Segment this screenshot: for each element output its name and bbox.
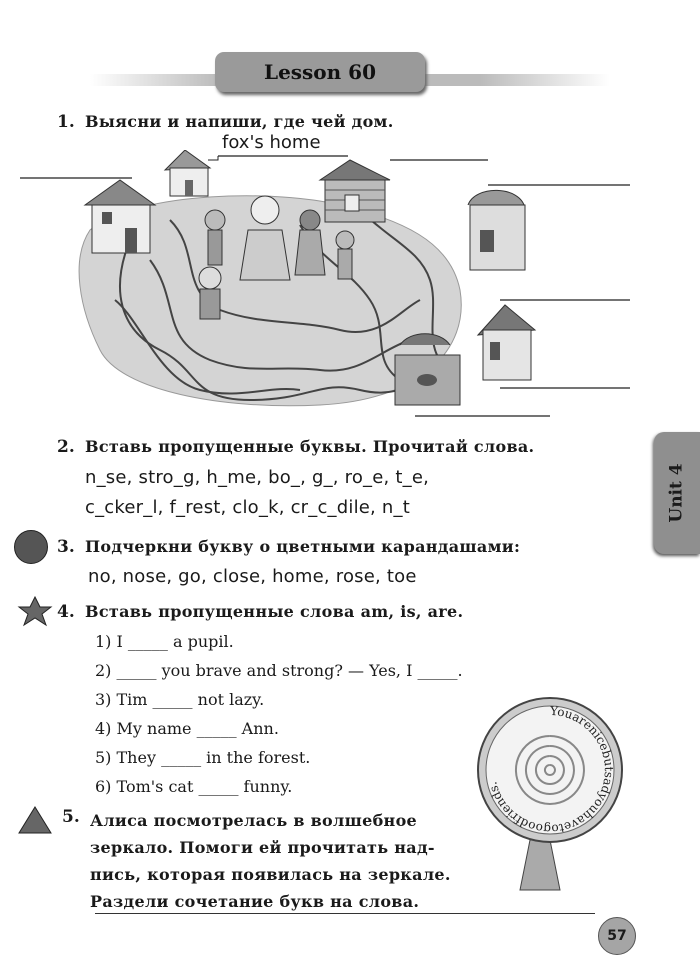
- task2-words-line1: n_se, stro_g, h_me, bo_, g_, ro_e, t_e,: [85, 467, 430, 488]
- task5-line-2: зеркало. Помоги ей прочитать над-: [90, 838, 435, 857]
- task4-item-3: 3) Tim _____ not lazy.: [95, 690, 265, 709]
- task5-line-1: Алиса посмотрелась в волшебное: [90, 811, 418, 830]
- task3-letter: о: [259, 537, 271, 556]
- magic-mirror: [470, 690, 630, 900]
- unit-label: Unit 4: [667, 463, 687, 523]
- task1-number: 1.: [57, 112, 75, 132]
- task2-words-line2: c_cker_l, f_rest, clo_k, cr_c_dile, n_t: [85, 497, 410, 518]
- task4-item-6: 6) Tom's cat _____ funny.: [95, 777, 293, 796]
- task4-number: 4.: [57, 602, 75, 622]
- task3-number: 3.: [57, 537, 75, 557]
- house-small-right: [478, 305, 535, 380]
- house-round-roof: [468, 190, 525, 270]
- task4-text: Вставь пропущенные слова: [85, 602, 361, 621]
- task3-words: no, nose, go, close, home, rose, toe: [88, 566, 417, 587]
- task4-item-4: 4) My name _____ Ann.: [95, 719, 279, 738]
- triangle-task-icon: [17, 805, 53, 835]
- house-left: [85, 180, 155, 253]
- task4-instruction: [85, 602, 463, 621]
- task5-line-3: пись, которая появилась на зеркале.: [90, 865, 451, 884]
- house-top-center: [165, 150, 210, 196]
- task3-text-after: цветными карандашами:: [270, 537, 521, 556]
- mirror-text: Youarenicebutsadyouhavetogoodfriends.: [485, 703, 616, 837]
- unit-tab: [654, 432, 700, 554]
- task4-item-1: 1) I _____ a pupil.: [95, 632, 234, 651]
- star-task-icon: [15, 595, 55, 629]
- task5-number: 5.: [62, 807, 80, 827]
- task3-text-before: Подчеркни букву: [85, 537, 260, 556]
- task2-instruction: Вставь пропущенные буквы. Прочитай слова.: [85, 437, 535, 456]
- task4-item-2: 2) _____ you brave and strong? — Yes, I _____.: [95, 661, 463, 680]
- page-number: 57: [598, 917, 636, 955]
- task4-item-5: 5) They _____ in the forest.: [95, 748, 311, 767]
- pencil-task-icon: [14, 530, 48, 564]
- task5-instruction: [90, 807, 451, 915]
- houses-maze-illustration: [20, 150, 660, 430]
- task1-example-answer: fox's home: [222, 132, 321, 153]
- task2-number: 2.: [57, 437, 75, 457]
- answer-line-task5[interactable]: [95, 913, 595, 914]
- task3-instruction: [85, 537, 520, 556]
- task5-line-4: Раздели сочетание букв на слова.: [90, 892, 420, 911]
- task4-words-bold: am, is, are.: [360, 602, 464, 621]
- lesson-title: Lesson 60: [215, 52, 425, 92]
- house-log-cabin: [320, 160, 390, 222]
- task1-instruction: Выясни и напиши, где чей дом.: [85, 112, 394, 131]
